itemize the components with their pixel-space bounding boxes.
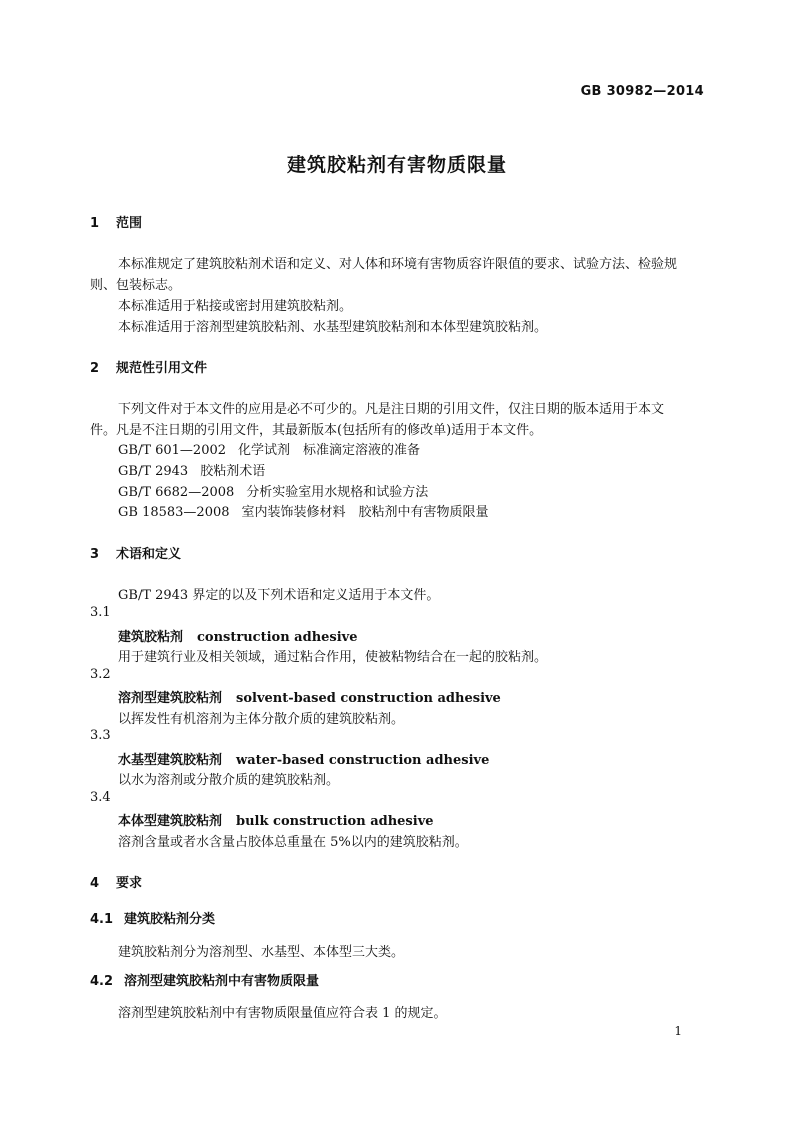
term-number: 3.1: [90, 605, 111, 620]
term-en: water-based construction adhesive: [236, 753, 490, 768]
subsection-4-1-text: 建筑胶粘剂分为溶剂型、水基型、本体型三大类。: [118, 945, 405, 960]
reference-code: GB 18583—2008: [118, 505, 230, 520]
standard-number: GB 30982—2014: [580, 84, 704, 99]
section-number: 4: [90, 876, 100, 891]
term-heading: [118, 810, 434, 829]
term-definition: 用于建筑行业及相关领域，通过粘合作用，使被粘物结合在一起的胶粘剂。: [118, 650, 548, 665]
normative-reference-item: [118, 501, 489, 520]
term-definition: 以水为溶剂或分散介质的建筑胶粘剂。: [118, 773, 340, 788]
section-3-intro: GB/T 2943 界定的以及下列术语和定义适用于本文件。: [118, 588, 440, 603]
section-number: 1: [90, 216, 100, 231]
term-number: 3.4: [90, 790, 111, 805]
term-zh: 水基型建筑胶粘剂: [118, 753, 223, 768]
section-1-para-3: 本标准适用于溶剂型建筑胶粘剂、水基型建筑胶粘剂和本体型建筑胶粘剂。: [118, 320, 548, 335]
subsection-4-1-heading: [90, 908, 215, 927]
subsection-number: 4.1: [90, 912, 114, 927]
page-number: 1: [674, 1024, 682, 1038]
section-title: 规范性引用文件: [116, 361, 208, 376]
reference-code: GB/T 6682—2008: [118, 485, 235, 500]
term-en: solvent-based construction adhesive: [236, 691, 501, 706]
subsection-number: 4.2: [90, 974, 114, 989]
term-heading: [118, 687, 501, 706]
reference-code: GB/T 601—2002: [118, 443, 227, 458]
term-en: bulk construction adhesive: [236, 814, 434, 829]
section-2-para-line-2: 件。凡是不注日期的引用文件，其最新版本(包括所有的修改单)适用于本文件。: [90, 423, 543, 438]
normative-reference-item: [118, 439, 420, 458]
section-title: 要求: [116, 876, 143, 891]
section-3-heading: [90, 543, 181, 562]
term-definition: 溶剂含量或者水含量占胶体总重量在 5%以内的建筑胶粘剂。: [118, 835, 468, 850]
term-zh: 本体型建筑胶粘剂: [118, 814, 223, 829]
reference-title: 化学试剂 标准滴定溶液的准备: [238, 443, 421, 458]
reference-title: 室内装饰装修材料 胶粘剂中有害物质限量: [241, 505, 489, 520]
subsection-4-2-text: 溶剂型建筑胶粘剂中有害物质限量值应符合表 1 的规定。: [118, 1006, 447, 1021]
term-definition: 以挥发性有机溶剂为主体分散介质的建筑胶粘剂。: [118, 712, 405, 727]
section-2-heading: [90, 357, 207, 376]
reference-code: GB/T 2943: [118, 464, 189, 479]
normative-reference-item: [118, 460, 265, 479]
subsection-4-2-heading: [90, 970, 319, 989]
section-title: 范围: [116, 216, 143, 231]
term-number: 3.2: [90, 667, 111, 682]
subsection-title: 溶剂型建筑胶粘剂中有害物质限量: [124, 974, 320, 989]
reference-title: 分析实验室用水规格和试验方法: [246, 485, 429, 500]
normative-reference-item: [118, 481, 428, 500]
term-en: construction adhesive: [197, 630, 358, 645]
section-number: 2: [90, 361, 100, 376]
section-4-heading: [90, 872, 142, 891]
reference-title: 胶粘剂术语: [200, 464, 266, 479]
document-title: 建筑胶粘剂有害物质限量: [286, 154, 507, 176]
term-zh: 溶剂型建筑胶粘剂: [118, 691, 223, 706]
section-1-para-2: 本标准适用于粘接或密封用建筑胶粘剂。: [118, 299, 353, 314]
term-heading: [118, 749, 489, 768]
section-2-para-line-1: 下列文件对于本文件的应用是必不可少的。凡是注日期的引用文件，仅注日期的版本适用于本文: [118, 402, 665, 417]
term-zh: 建筑胶粘剂: [118, 630, 184, 645]
subsection-title: 建筑胶粘剂分类: [124, 912, 216, 927]
section-1-para-1-line-1: 本标准规定了建筑胶粘剂术语和定义、对人体和环境有害物质容许限值的要求、试验方法、检验规: [118, 257, 678, 272]
term-number: 3.3: [90, 728, 111, 743]
section-title: 术语和定义: [116, 547, 182, 562]
section-1-para-1-line-2: 则、包装标志。: [90, 278, 182, 293]
term-heading: [118, 626, 358, 645]
section-1-heading: [90, 212, 142, 231]
section-number: 3: [90, 547, 100, 562]
